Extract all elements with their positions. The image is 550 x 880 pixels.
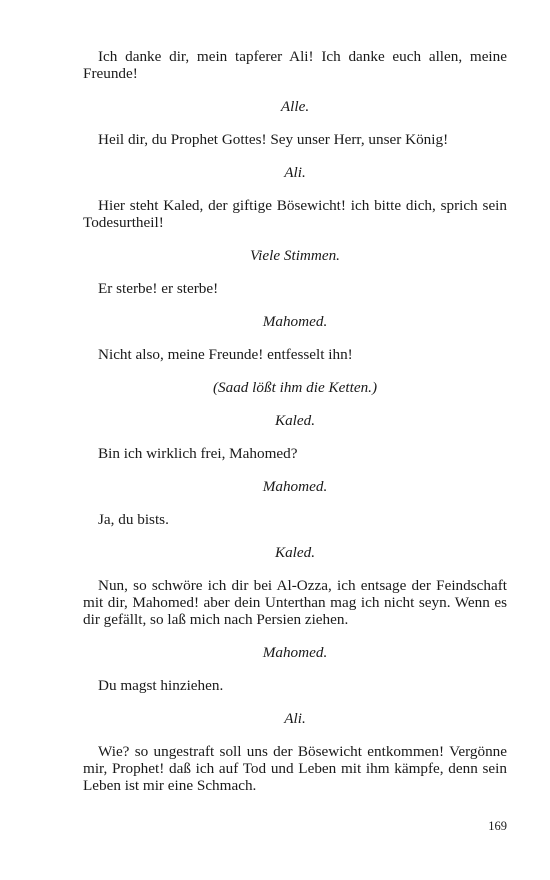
paragraph: Nun, so schwöre ich dir bei Al-Ozza, ich entsage der Feindschaft mit dir, Mahomed! aber dein Unterthan mag ich nicht seyn. Wenn es dir gefällt, so laß mich nach Persien ziehen. [83,577,507,628]
speaker-name: Mahomed. [262,313,328,330]
paragraph: Hier steht Kaled, der giftige Bösewicht! ich bitte dich, sprich sein Todesurtheil! [83,197,507,231]
stage-direction: (Saad lößt ihm die Ketten.) [212,379,378,396]
speaker-name: Kaled. [274,544,316,561]
speaker-name: Alle. [280,98,310,115]
speaker-name: Viele Stimmen. [250,247,340,264]
paragraph: Heil dir, du Prophet Gottes! Sey unser Herr, unser König! [98,131,449,148]
paragraph: Ich danke dir, mein tapferer Ali! Ich danke euch allen, meine Freunde! [83,48,507,82]
speaker-name: Mahomed. [262,478,328,495]
speaker-name: Kaled. [274,412,316,429]
paragraph: Ja, du bists. [98,511,169,528]
paragraph: Wie? so ungestraft soll uns der Bösewicht entkommen! Vergönne mir, Prophet! daß ich auf Tod und Leben mit ihm kämpfe, denn sein Leben ist mir eine Schmach. [83,743,507,794]
paragraph: Er sterbe! er sterbe! [98,280,219,297]
paragraph: Bin ich wirklich frei, Mahomed? [98,445,298,462]
speaker-name: Mahomed. [262,644,328,661]
paragraph: Nicht also, meine Freunde! entfesselt ihn! [98,346,353,363]
page-number: 169 [488,819,507,833]
speaker-name: Ali. [284,164,306,181]
paragraph: Du magst hinziehen. [98,677,224,694]
page-text [83,48,507,794]
speaker-name: Ali. [284,710,306,727]
